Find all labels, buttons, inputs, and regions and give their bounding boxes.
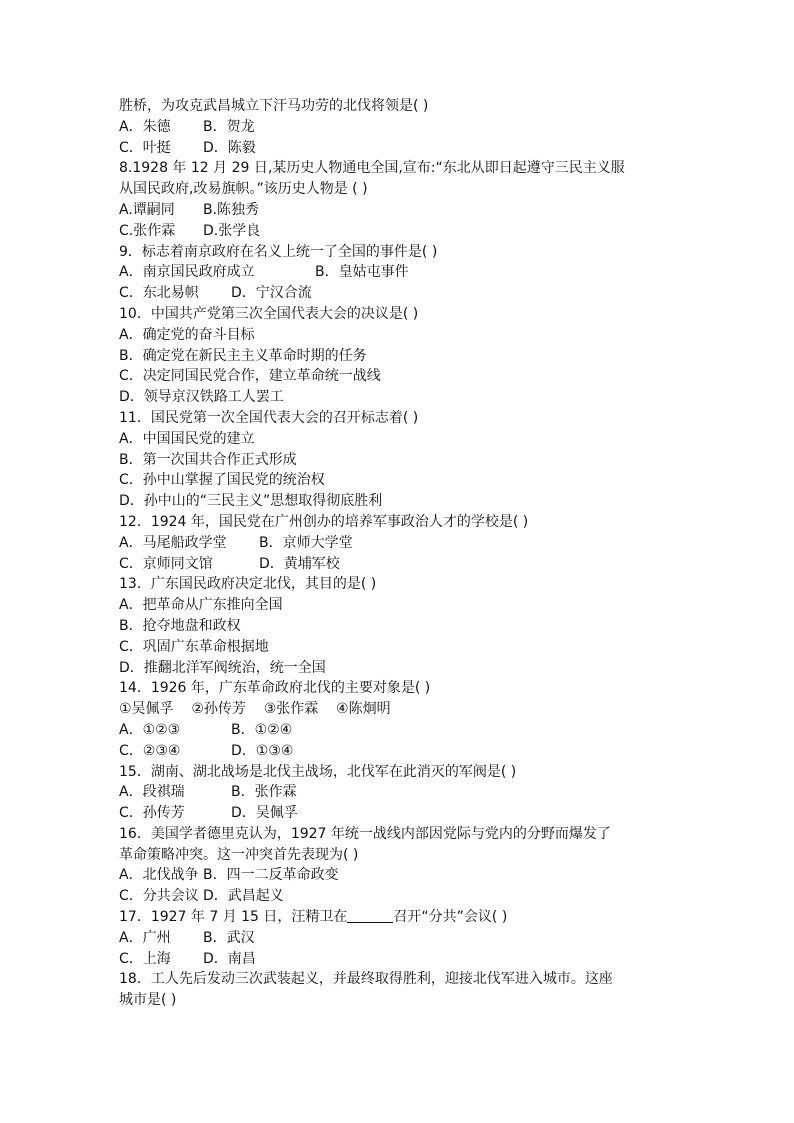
q9-stem: 9．标志着南京政府在名义上统一了全国的事件是( ) bbox=[119, 243, 438, 260]
q15-option-d: D．吴佩孚 bbox=[231, 805, 298, 822]
q12-stem: 12．1924 年，国民党在广州创办的培养军事政治人才的学校是( ) bbox=[119, 513, 529, 530]
q14-items: ①吴佩孚 ②孙传芳 ③张作霖 ④陈炯明 bbox=[119, 701, 391, 718]
q17-fill-blank bbox=[347, 908, 393, 923]
q7-options-row-2 bbox=[119, 138, 689, 159]
q11-option-d: D．孙中山的“三民主义”思想取得彻底胜利 bbox=[119, 493, 383, 510]
q7-stem: 胜桥，为攻克武昌城立下汗马功劳的北伐将领是( ) bbox=[119, 98, 429, 114]
q17-options-row-2 bbox=[119, 949, 689, 970]
q17-option-c: C．上海 bbox=[119, 950, 171, 967]
q14-stem: 14．1926 年，广东革命政府北伐的主要对象是( ) bbox=[119, 680, 431, 697]
q11-option-a: A．中国国民党的建立 bbox=[119, 430, 255, 447]
q14-option-a: A．①②③ bbox=[119, 721, 181, 738]
q7-option-a: A．朱德 bbox=[119, 118, 171, 135]
q12-options-row-2 bbox=[119, 554, 689, 575]
question-list bbox=[119, 96, 689, 1011]
q8-option-d: D.张学良 bbox=[203, 222, 261, 239]
q17-stem-after-blank: 召开“分共”会议( ) bbox=[393, 909, 508, 926]
q14-options-row-1 bbox=[119, 720, 689, 741]
q8-option-a: A.谭嗣同 bbox=[119, 201, 175, 218]
q7-option-d: D．陈毅 bbox=[203, 139, 256, 156]
q9-options-row-1 bbox=[119, 262, 689, 283]
q8-option-b: B.陈独秀 bbox=[203, 201, 260, 218]
q13-stem: 13．广东国民政府决定北伐，其目的是( ) bbox=[119, 576, 377, 593]
q13-option-a: A．把革命从广东推向全国 bbox=[119, 597, 283, 614]
q14-option-b: B．①②④ bbox=[231, 721, 293, 738]
q12-option-a: A．马尾船政学堂 bbox=[119, 534, 227, 551]
q11-option-b: B．第一次国共合作正式形成 bbox=[119, 451, 297, 468]
q13-option-d: D．推翻北洋军阀统治，统一全国 bbox=[119, 659, 326, 676]
q18-stem-line-1: 18．工人先后发动三次武装起义，并最终取得胜利，迎接北伐军进入城市。这座 bbox=[119, 971, 613, 988]
q16-stem-line-2: 革命策略冲突。这一冲突首先表现为( ) bbox=[119, 846, 359, 863]
q15-option-b: B．张作霖 bbox=[231, 784, 297, 801]
q7-options-row-1 bbox=[119, 117, 689, 138]
q12-option-b: B．京师大学堂 bbox=[259, 534, 353, 551]
q16-option-d: D．武昌起义 bbox=[203, 888, 284, 905]
q10-option-d: D．领导京汉铁路工人罢工 bbox=[119, 389, 284, 406]
q8-stem-line-1: 8.1928 年 12 月 29 日,某历史人物通电全国,宣布:“东北从即日起遵守三民主义服 bbox=[119, 160, 625, 177]
q10-stem: 10．中国共产党第三次全国代表大会的决议是( ) bbox=[119, 305, 419, 322]
q14-option-c: C．②③④ bbox=[119, 742, 181, 759]
q17-option-b: B．武汉 bbox=[203, 929, 255, 946]
q12-option-d: D．黄埔军校 bbox=[259, 555, 340, 572]
q17-option-d: D．南昌 bbox=[203, 950, 256, 967]
q16-option-c: C．分共会议 bbox=[119, 888, 199, 905]
q12-option-c: C．京师同文馆 bbox=[119, 555, 213, 572]
q16-options-row-1 bbox=[119, 865, 689, 886]
q14-option-d: D．①③④ bbox=[231, 742, 294, 759]
q17-options-row-1 bbox=[119, 928, 689, 949]
q15-option-c: C．孙传芳 bbox=[119, 805, 185, 822]
q11-stem: 11．国民党第一次全国代表大会的召开标志着( ) bbox=[119, 409, 419, 426]
q16-options-row-2 bbox=[119, 886, 689, 907]
q16-option-a: A．北伐战争 bbox=[119, 867, 199, 884]
q7-option-c: C．叶挺 bbox=[119, 139, 171, 156]
q17-stem bbox=[119, 907, 689, 928]
q8-options-row-1 bbox=[119, 200, 689, 221]
q12-options-row-1 bbox=[119, 533, 689, 554]
q8-stem-line-2: 从国民政府,改易旗帜。”该历史人物是 ( ) bbox=[119, 181, 368, 198]
q8-option-c: C.张作霖 bbox=[119, 222, 176, 239]
q10-option-c: C．决定同国民党合作，建立革命统一战线 bbox=[119, 368, 381, 385]
q7-option-b: B．贺龙 bbox=[203, 118, 255, 135]
q16-option-b: B．四一二反革命政变 bbox=[203, 867, 339, 884]
q9-option-d: D．宁汉合流 bbox=[231, 285, 312, 302]
q9-option-c: C．东北易帜 bbox=[119, 285, 199, 302]
q9-option-a: A．南京国民政府成立 bbox=[119, 264, 255, 281]
q9-option-b: B．皇姑屯事件 bbox=[315, 264, 409, 281]
q13-option-b: B．抢夺地盘和政权 bbox=[119, 617, 241, 634]
q16-stem-line-1: 16．美国学者德里克认为，1927 年统一战线内部因党际与党内的分野而爆发了 bbox=[119, 825, 611, 842]
q10-option-b: B．确定党在新民主主义革命时期的任务 bbox=[119, 347, 367, 364]
q17-option-a: A．广州 bbox=[119, 929, 171, 946]
q8-options-row-2 bbox=[119, 221, 689, 242]
q15-options-row-1 bbox=[119, 782, 689, 803]
q11-option-c: C．孙中山掌握了国民党的统治权 bbox=[119, 472, 325, 489]
q15-stem: 15．湖南、湖北战场是北伐主战场，北伐军在此消灭的军阀是( ) bbox=[119, 763, 517, 780]
q17-stem-before-blank: 17．1927 年 7 月 15 日，汪精卫在 bbox=[119, 909, 348, 926]
q14-options-row-2 bbox=[119, 741, 689, 762]
q15-option-a: A．段祺瑞 bbox=[119, 784, 185, 801]
q10-option-a: A．确定党的奋斗目标 bbox=[119, 326, 255, 343]
q13-option-c: C．巩固广东革命根据地 bbox=[119, 638, 269, 655]
q15-options-row-2 bbox=[119, 803, 689, 824]
q9-options-row-2 bbox=[119, 283, 689, 304]
q18-stem-line-2: 城市是( ) bbox=[119, 992, 177, 1009]
